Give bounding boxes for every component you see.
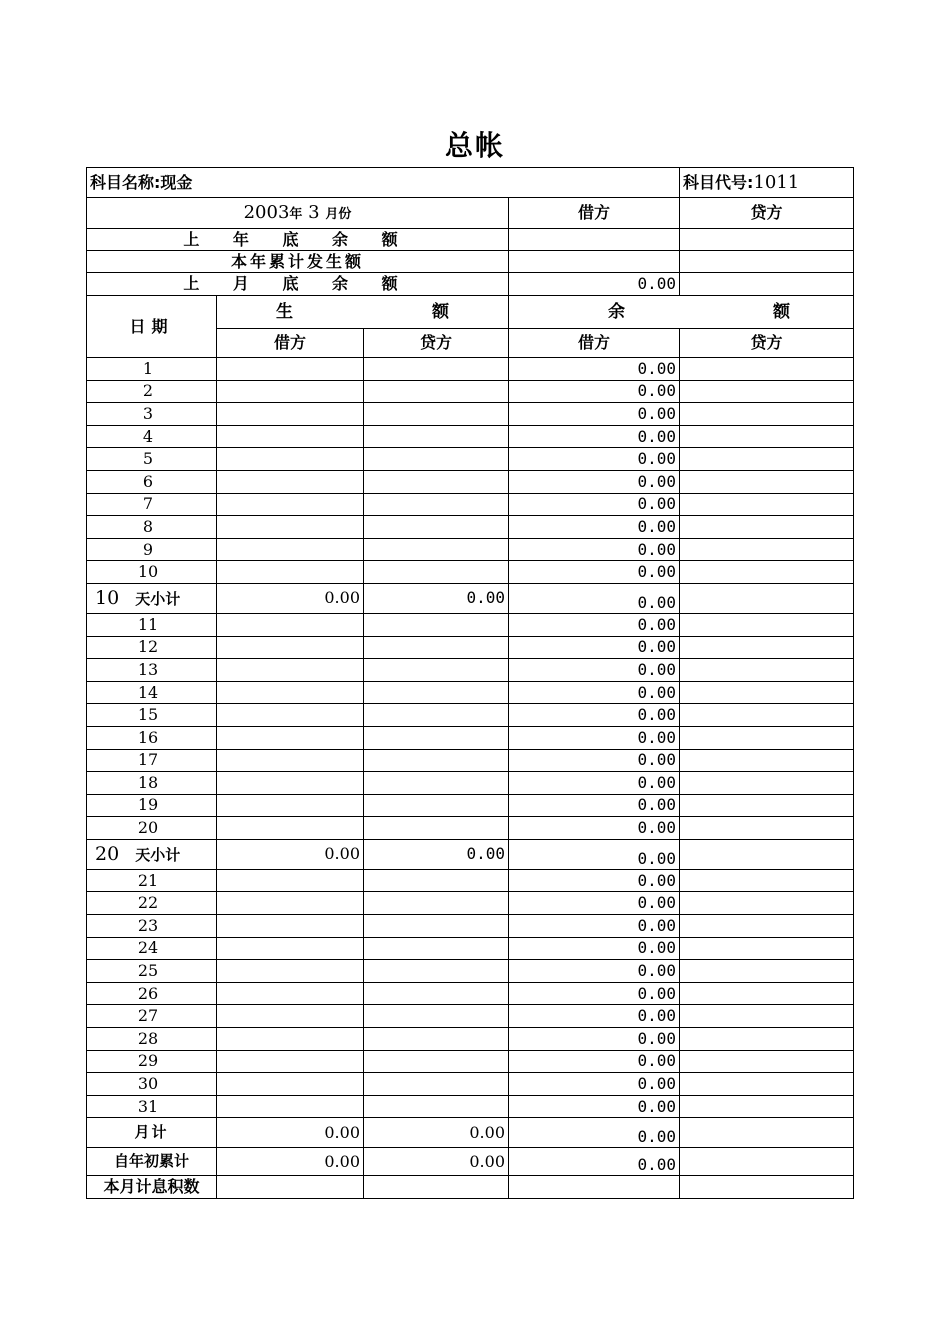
ytd-total-row: [87, 1148, 854, 1176]
bal-credit-cell: [680, 636, 854, 659]
period-month-suffix: 月份: [325, 207, 352, 222]
occ-credit-cell: [364, 380, 509, 403]
period-month: 3: [308, 202, 320, 223]
subtotal-debit: 0.00: [217, 583, 364, 613]
occ-credit-cell: [364, 960, 509, 983]
bal-credit-cell: [680, 659, 854, 682]
occ-credit-cell: [364, 613, 509, 636]
occ-debit-cell: [217, 538, 364, 561]
header-credit: 贷方: [680, 198, 854, 229]
occ-credit-cell: [364, 726, 509, 749]
bal-credit-cell: [680, 982, 854, 1005]
interest-cell: [217, 1176, 364, 1199]
occ-credit-cell: [364, 892, 509, 915]
day-cell: 1: [87, 358, 217, 381]
bal-debit-cell: 0.00: [509, 1095, 680, 1118]
bal-credit-cell: [680, 892, 854, 915]
occ-credit-cell: [364, 470, 509, 493]
bal-credit-cell: [680, 704, 854, 727]
occ-debit-cell: [217, 937, 364, 960]
occ-debit-cell: [217, 960, 364, 983]
month-total-row: [87, 1118, 854, 1148]
table-row: [87, 561, 854, 584]
subtotal-label: 天小计: [135, 845, 181, 864]
month-total-row-label: 月计: [87, 1118, 217, 1148]
bal-credit-cell: [680, 1028, 854, 1051]
bal-credit-cell: [680, 613, 854, 636]
table-row: [87, 538, 854, 561]
occ-credit-cell: [364, 749, 509, 772]
bal-credit-cell: [680, 817, 854, 840]
subtotal-row: [87, 839, 854, 869]
occ-debit-cell: [217, 915, 364, 938]
bal-credit-cell: [680, 1005, 854, 1028]
occ-debit-cell: [217, 516, 364, 539]
bal-debit-cell: 0.00: [509, 659, 680, 682]
bal-debit-cell: 0.00: [509, 681, 680, 704]
day-cell: 3: [87, 403, 217, 426]
table-row: [87, 726, 854, 749]
occ-debit-cell: [217, 470, 364, 493]
table-row: [87, 915, 854, 938]
table-row: [87, 704, 854, 727]
bal-credit-cell: [680, 1095, 854, 1118]
occ-credit-cell: [364, 817, 509, 840]
occ-credit-cell: [364, 493, 509, 516]
day-cell: 15: [87, 704, 217, 727]
bal-credit-cell: [680, 403, 854, 426]
bal-debit-cell: 0.00: [509, 425, 680, 448]
interest-cell: [509, 1176, 680, 1199]
day-cell: 5: [87, 448, 217, 471]
table-row: [87, 493, 854, 516]
occ-debit-cell: [217, 403, 364, 426]
period-year: 2003: [243, 202, 290, 223]
account-row: [87, 168, 854, 198]
subtotal-credit: 0.00: [364, 839, 509, 869]
header-balance-2: 额: [773, 301, 791, 322]
table-row: [87, 869, 854, 892]
occ-debit-cell: [217, 380, 364, 403]
day-cell: 29: [87, 1050, 217, 1073]
bal-debit-cell: 0.00: [509, 470, 680, 493]
header-balance-1: 余: [608, 301, 625, 322]
table-row: [87, 1005, 854, 1028]
bal-credit-cell: [680, 1050, 854, 1073]
bal-credit-cell: [680, 726, 854, 749]
bal-debit-cell: 0.00: [509, 704, 680, 727]
interest-cell: [680, 1176, 854, 1199]
bal-credit-cell: [680, 960, 854, 983]
subtotal-number: 20: [95, 842, 120, 865]
bal-debit-cell: 0.00: [509, 749, 680, 772]
bal-debit-cell: 0.00: [509, 613, 680, 636]
occ-credit-cell: [364, 1095, 509, 1118]
ytd-total-row-debit: 0.00: [217, 1148, 364, 1176]
occ-credit-cell: [364, 403, 509, 426]
day-cell: 18: [87, 772, 217, 795]
bal-credit-cell: [680, 561, 854, 584]
occ-debit-cell: [217, 1005, 364, 1028]
occ-debit-cell: [217, 817, 364, 840]
bal-debit-cell: 0.00: [509, 915, 680, 938]
occ-credit-cell: [364, 1028, 509, 1051]
interest-cell: [364, 1176, 509, 1199]
bal-debit-cell: 0.00: [509, 538, 680, 561]
day-cell: 11: [87, 613, 217, 636]
bal-debit-cell: 0.00: [509, 516, 680, 539]
day-cell: 8: [87, 516, 217, 539]
bal-credit-cell: [680, 425, 854, 448]
occ-credit-cell: [364, 915, 509, 938]
table-row: [87, 772, 854, 795]
table-row: [87, 636, 854, 659]
bal-credit-cell: [680, 448, 854, 471]
day-cell: 14: [87, 681, 217, 704]
header-occurrence-1: 生: [276, 301, 293, 322]
bal-debit-cell: 0.00: [509, 403, 680, 426]
day-cell: 22: [87, 892, 217, 915]
summary-credit: [680, 229, 854, 251]
day-cell: 16: [87, 726, 217, 749]
day-cell: 23: [87, 915, 217, 938]
summary-debit: [509, 229, 680, 251]
account-name: 科目名称:现金: [87, 168, 680, 198]
header-occurrence-2: 额: [432, 301, 449, 322]
day-cell: 9: [87, 538, 217, 561]
interest-row: [87, 1176, 854, 1199]
day-cell: 19: [87, 794, 217, 817]
occ-debit-cell: [217, 1095, 364, 1118]
day-cell: 12: [87, 636, 217, 659]
bal-debit-cell: 0.00: [509, 794, 680, 817]
bal-credit-cell: [680, 516, 854, 539]
month-total-row-bal-credit: [680, 1118, 854, 1148]
account-code-value: 1011: [753, 171, 800, 193]
occ-credit-cell: [364, 538, 509, 561]
bal-credit-cell: [680, 538, 854, 561]
subtotal-label: 天小计: [135, 589, 181, 608]
bal-debit-cell: 0.00: [509, 636, 680, 659]
subtotal-bal-credit: [680, 839, 854, 869]
day-cell: 2: [87, 380, 217, 403]
table-row: [87, 516, 854, 539]
header-bal-credit: 贷方: [680, 329, 854, 358]
summary-credit: [680, 251, 854, 273]
bal-credit-cell: [680, 794, 854, 817]
table-row: [87, 749, 854, 772]
occ-credit-cell: [364, 704, 509, 727]
occ-debit-cell: [217, 1050, 364, 1073]
day-cell: 31: [87, 1095, 217, 1118]
subtotal-bal-credit: [680, 583, 854, 613]
subtotal-number: 10: [95, 586, 120, 609]
occ-debit-cell: [217, 448, 364, 471]
table-row: [87, 403, 854, 426]
day-cell: 24: [87, 937, 217, 960]
bal-debit-cell: 0.00: [509, 892, 680, 915]
table-row: [87, 794, 854, 817]
table-row: [87, 425, 854, 448]
bal-debit-cell: 0.00: [509, 960, 680, 983]
ytd-total-row-credit: 0.00: [364, 1148, 509, 1176]
subtotal-label-cell: [87, 583, 217, 613]
table-row: [87, 1050, 854, 1073]
occ-credit-cell: [364, 772, 509, 795]
summary-debit: [509, 251, 680, 273]
bal-debit-cell: 0.00: [509, 1073, 680, 1096]
bal-debit-cell: 0.00: [509, 448, 680, 471]
period-year-suffix: 年: [289, 207, 303, 222]
occ-debit-cell: [217, 681, 364, 704]
header-occurrence: [217, 296, 509, 329]
table-row: [87, 659, 854, 682]
summary-row: [87, 273, 854, 296]
day-cell: 6: [87, 470, 217, 493]
occ-credit-cell: [364, 561, 509, 584]
header-row-1: [87, 296, 854, 329]
occ-debit-cell: [217, 772, 364, 795]
table-row: [87, 982, 854, 1005]
occ-debit-cell: [217, 659, 364, 682]
bal-debit-cell: 0.00: [509, 869, 680, 892]
summary-label: 本年累计发生额: [87, 251, 509, 273]
table-row: [87, 960, 854, 983]
day-cell: 28: [87, 1028, 217, 1051]
table-row: [87, 358, 854, 381]
day-cell: 4: [87, 425, 217, 448]
table-row: [87, 613, 854, 636]
occ-credit-cell: [364, 659, 509, 682]
occ-debit-cell: [217, 1073, 364, 1096]
occ-debit-cell: [217, 1028, 364, 1051]
subtotal-bal-debit: 0.00: [509, 583, 680, 613]
occ-debit-cell: [217, 493, 364, 516]
occ-credit-cell: [364, 358, 509, 381]
occ-credit-cell: [364, 982, 509, 1005]
period: [87, 198, 509, 229]
bal-credit-cell: [680, 470, 854, 493]
bal-credit-cell: [680, 749, 854, 772]
occ-credit-cell: [364, 1073, 509, 1096]
account-code-label: 科目代号:: [683, 172, 754, 192]
header-debit: 借方: [509, 198, 680, 229]
ledger-table: [86, 167, 854, 1199]
month-total-row-credit: 0.00: [364, 1118, 509, 1148]
day-cell: 26: [87, 982, 217, 1005]
occ-credit-cell: [364, 636, 509, 659]
bal-credit-cell: [680, 915, 854, 938]
table-row: [87, 470, 854, 493]
table-row: [87, 1095, 854, 1118]
day-cell: 20: [87, 817, 217, 840]
bal-credit-cell: [680, 869, 854, 892]
ytd-total-row-bal-credit: [680, 1148, 854, 1176]
header-occ-debit: 借方: [217, 329, 364, 358]
subtotal-row: [87, 583, 854, 613]
occ-debit-cell: [217, 636, 364, 659]
ytd-total-row-bal-debit: 0.00: [509, 1148, 680, 1176]
occ-credit-cell: [364, 1005, 509, 1028]
summary-row: [87, 251, 854, 273]
occ-credit-cell: [364, 937, 509, 960]
month-total-row-bal-debit: 0.00: [509, 1118, 680, 1148]
occ-debit-cell: [217, 425, 364, 448]
occ-debit-cell: [217, 358, 364, 381]
summary-debit: 0.00: [509, 273, 680, 296]
bal-debit-cell: 0.00: [509, 937, 680, 960]
occ-debit-cell: [217, 726, 364, 749]
header-balance: [509, 296, 854, 329]
subtotal-bal-debit: 0.00: [509, 839, 680, 869]
table-row: [87, 817, 854, 840]
subtotal-debit: 0.00: [217, 839, 364, 869]
occ-credit-cell: [364, 794, 509, 817]
day-cell: 30: [87, 1073, 217, 1096]
bal-credit-cell: [680, 493, 854, 516]
summary-label: 上 月 底 余 额: [87, 273, 509, 296]
bal-credit-cell: [680, 772, 854, 795]
occ-debit-cell: [217, 749, 364, 772]
day-cell: 10: [87, 561, 217, 584]
page-title: 总帐: [444, 129, 505, 162]
occ-credit-cell: [364, 681, 509, 704]
bal-debit-cell: 0.00: [509, 1028, 680, 1051]
header-date: 日期: [87, 296, 217, 358]
bal-debit-cell: 0.00: [509, 380, 680, 403]
bal-credit-cell: [680, 937, 854, 960]
occ-credit-cell: [364, 425, 509, 448]
bal-debit-cell: 0.00: [509, 726, 680, 749]
day-cell: 27: [87, 1005, 217, 1028]
day-cell: 21: [87, 869, 217, 892]
table-row: [87, 1028, 854, 1051]
table-row: [87, 448, 854, 471]
subtotal-credit: 0.00: [364, 583, 509, 613]
table-row: [87, 681, 854, 704]
occ-credit-cell: [364, 869, 509, 892]
day-cell: 17: [87, 749, 217, 772]
bal-debit-cell: 0.00: [509, 1050, 680, 1073]
occ-debit-cell: [217, 794, 364, 817]
bal-credit-cell: [680, 681, 854, 704]
subtotal-label-cell: [87, 839, 217, 869]
occ-debit-cell: [217, 869, 364, 892]
account-code: [680, 168, 854, 198]
bal-debit-cell: 0.00: [509, 358, 680, 381]
month-total-row-debit: 0.00: [217, 1118, 364, 1148]
summary-label: 上 年 底 余 额: [87, 229, 509, 251]
summary-row: [87, 229, 854, 251]
day-cell: 25: [87, 960, 217, 983]
occ-debit-cell: [217, 561, 364, 584]
occ-debit-cell: [217, 982, 364, 1005]
occ-debit-cell: [217, 613, 364, 636]
table-row: [87, 1073, 854, 1096]
bal-credit-cell: [680, 1073, 854, 1096]
table-row: [87, 892, 854, 915]
ytd-total-row-label: 自年初累计: [87, 1148, 217, 1176]
occ-credit-cell: [364, 448, 509, 471]
bal-debit-cell: 0.00: [509, 772, 680, 795]
summary-credit: [680, 273, 854, 296]
bal-debit-cell: 0.00: [509, 1005, 680, 1028]
day-cell: 13: [87, 659, 217, 682]
period-row: [87, 198, 854, 229]
day-cell: 7: [87, 493, 217, 516]
bal-debit-cell: 0.00: [509, 561, 680, 584]
bal-debit-cell: 0.00: [509, 817, 680, 840]
interest-label: 本月计息积数: [87, 1176, 217, 1199]
table-row: [87, 937, 854, 960]
bal-debit-cell: 0.00: [509, 982, 680, 1005]
occ-debit-cell: [217, 704, 364, 727]
header-occ-credit: 贷方: [364, 329, 509, 358]
bal-credit-cell: [680, 380, 854, 403]
occ-debit-cell: [217, 892, 364, 915]
bal-debit-cell: 0.00: [509, 493, 680, 516]
header-bal-debit: 借方: [509, 329, 680, 358]
occ-credit-cell: [364, 516, 509, 539]
table-row: [87, 380, 854, 403]
bal-credit-cell: [680, 358, 854, 381]
occ-credit-cell: [364, 1050, 509, 1073]
